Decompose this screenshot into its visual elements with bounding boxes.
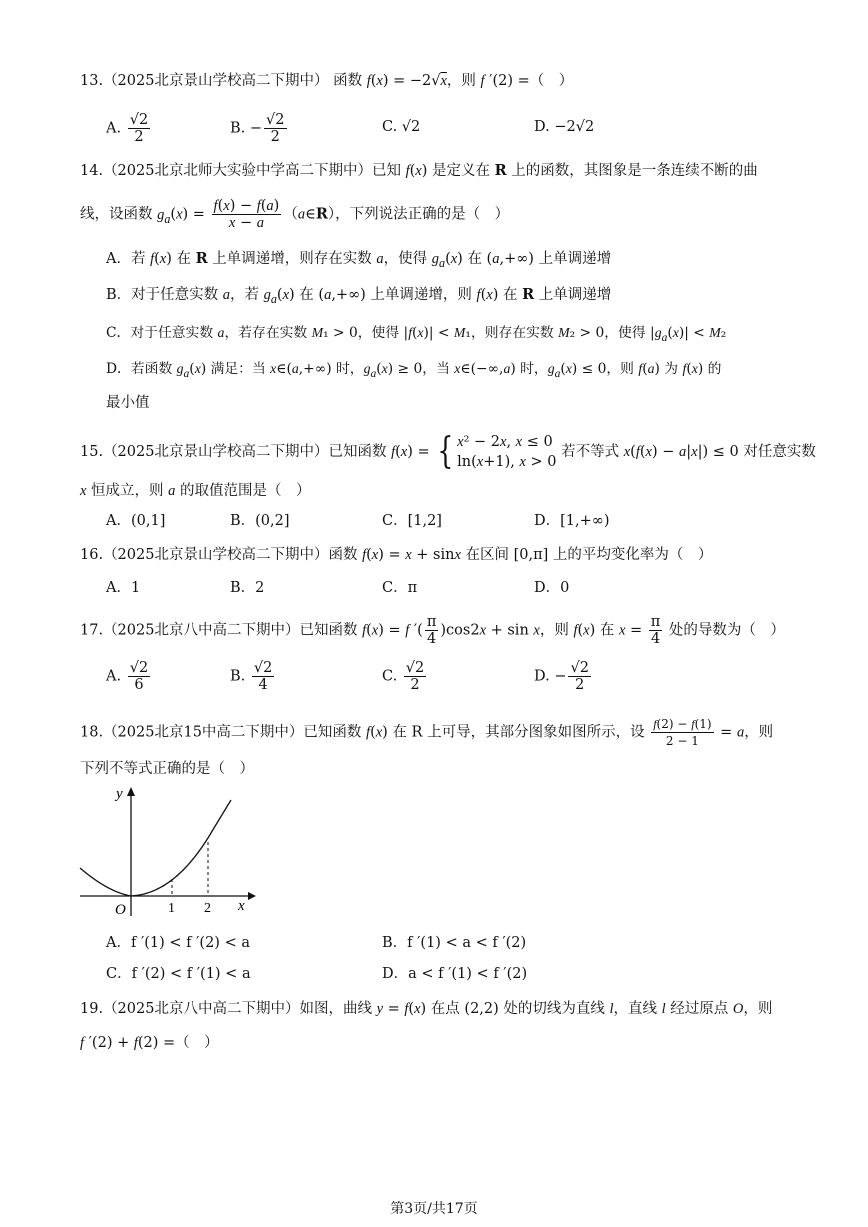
q17-option-d: D. − $\frac{√2}{2}$: [534, 660, 589, 693]
q19-line2: f ′(2) + f(2) =（ ）: [80, 1035, 219, 1051]
q16-option-c: C．π: [382, 580, 418, 596]
question-16: 16.（2025北京景山学校高二下期中）函数 f(x) = x + sinx 在区间 [0,π] 上的平均变化率为（ ）: [80, 547, 713, 563]
q16-option-b: B．2: [230, 580, 265, 596]
label-origin: O: [115, 902, 126, 918]
q14-option-c: C．对于任意实数 a，若存在实数 M₁ > 0，使得 |f(x)| < M₁，则存在实数 M₂ > 0，使得 $|g_a(x)| < M_2$: [106, 325, 727, 344]
q16-option-a: A．1: [106, 580, 141, 596]
page-footer: 第3页/共17页: [390, 1201, 478, 1217]
q17-option-c: C. $\frac{√2}{2}$: [382, 660, 425, 693]
tick-1: 1: [168, 901, 175, 916]
q15-option-d: D．[1,+∞): [534, 513, 610, 529]
q14-option-b: B．对于任意实数 a，若 $g_a(x)$ 在 (a,+∞) 上单调递增，则 f(x) 在 R 上单调递增: [106, 286, 612, 306]
label-y: y: [116, 786, 123, 802]
tick-2: 2: [204, 901, 211, 916]
x-axis-arrow: [248, 892, 256, 900]
q13-option-b: B. − $\frac{√2}{2}$: [230, 112, 285, 145]
q18-graph: [78, 784, 258, 920]
q15-option-b: B．(0,2]: [230, 513, 290, 529]
q18-option-c: C．f ′(2) < f ′(1) < a: [106, 966, 251, 982]
q14-option-d: D．若函数 $g_a(x)$ 满足：当 x∈(a,+∞) 时，$g_a(x) \ge 0$，当 x∈(−∞,a) 时，$g_a(x) \le 0$，则 f(a) 为 f(x) 的: [106, 361, 722, 380]
question-19: 19.（2025北京八中高二下期中）如图，曲线 y = f(x) 在点 (2,2) 处的切线为直线 l，直线 l 经过原点 O，则: [80, 1001, 773, 1017]
q18-option-a: A．f ′(1) < f ′(2) < a: [106, 935, 250, 951]
question-15: 15.（2025北京景山学校高二下期中）已知函数 f(x) = { x² − 2x, x ≤ 0 ln(x+1), x > 0 若不等式 x(f(x) − a|x|) ≤ 0 对任意实数: [80, 431, 816, 472]
q15-option-a: A．(0,1]: [106, 513, 166, 529]
q15-option-c: C．[1,2]: [382, 513, 442, 529]
q16-option-d: D．0: [534, 580, 570, 596]
q13-option-c: C. √2: [382, 119, 421, 135]
q17-option-b: B. $\frac{√2}{4}$: [230, 660, 273, 693]
q14-line2: 线，设函数 $g_a(x)$ = $\frac{f(x) - f(a)}{x - a}$ （a∈R），下列说法正确的是（ ）: [80, 198, 510, 231]
question-14: 14.（2025北京北师大实验中学高二下期中）已知 f(x) 是定义在 R 上的函数，其图象是一条连续不断的曲: [80, 162, 758, 179]
question-18: 18.（2025北京15中高二下期中）已知函数 f(x) 在 R 上可导，其部分图象如图所示，设 $\frac{f(2) - f(1)}{2 - 1}$ = a，则: [80, 717, 774, 748]
question-17: 17.（2025北京八中高二下期中）已知函数 f(x) = f ′( $\frac{\pi}{4}$ )cos2x + sin x，则 f(x) 在 x = $\frac{\pi}{4}$ 处的导数为（ ）: [80, 614, 785, 647]
q14-option-a: A．若 f(x) 在 R 上单调递增，则存在实数 a，使得 $g_a(x)$ 在 (a,+∞) 上单调递增: [106, 250, 612, 270]
q18-option-b: B．f ′(1) < a < f ′(2): [382, 935, 527, 951]
q13-option-a: A. $\frac{√2}{2}$: [106, 112, 149, 145]
q18-option-d: D．a < f ′(1) < f ′(2): [382, 966, 528, 982]
q18-line2: 下列不等式正确的是（ ）: [80, 761, 254, 777]
y-axis-arrow: [127, 787, 135, 796]
question-13: 13.（2025北京景山学校高二下期中） 函数 f(x) = −2√x，则 f ′(2) =（ ）: [80, 73, 574, 89]
q13-option-d: D. −2√2: [534, 119, 595, 135]
q15-line2: x 恒成立，则 a 的取值范围是（ ）: [80, 483, 311, 499]
q17-option-a: A. $\frac{√2}{6}$: [106, 660, 149, 693]
label-x: x: [238, 898, 245, 914]
q13-stem: 函数 f(x) = −2√x，则 f ′(2) =（ ）: [333, 73, 574, 89]
q14-option-d-cont: 最小值: [106, 395, 150, 411]
